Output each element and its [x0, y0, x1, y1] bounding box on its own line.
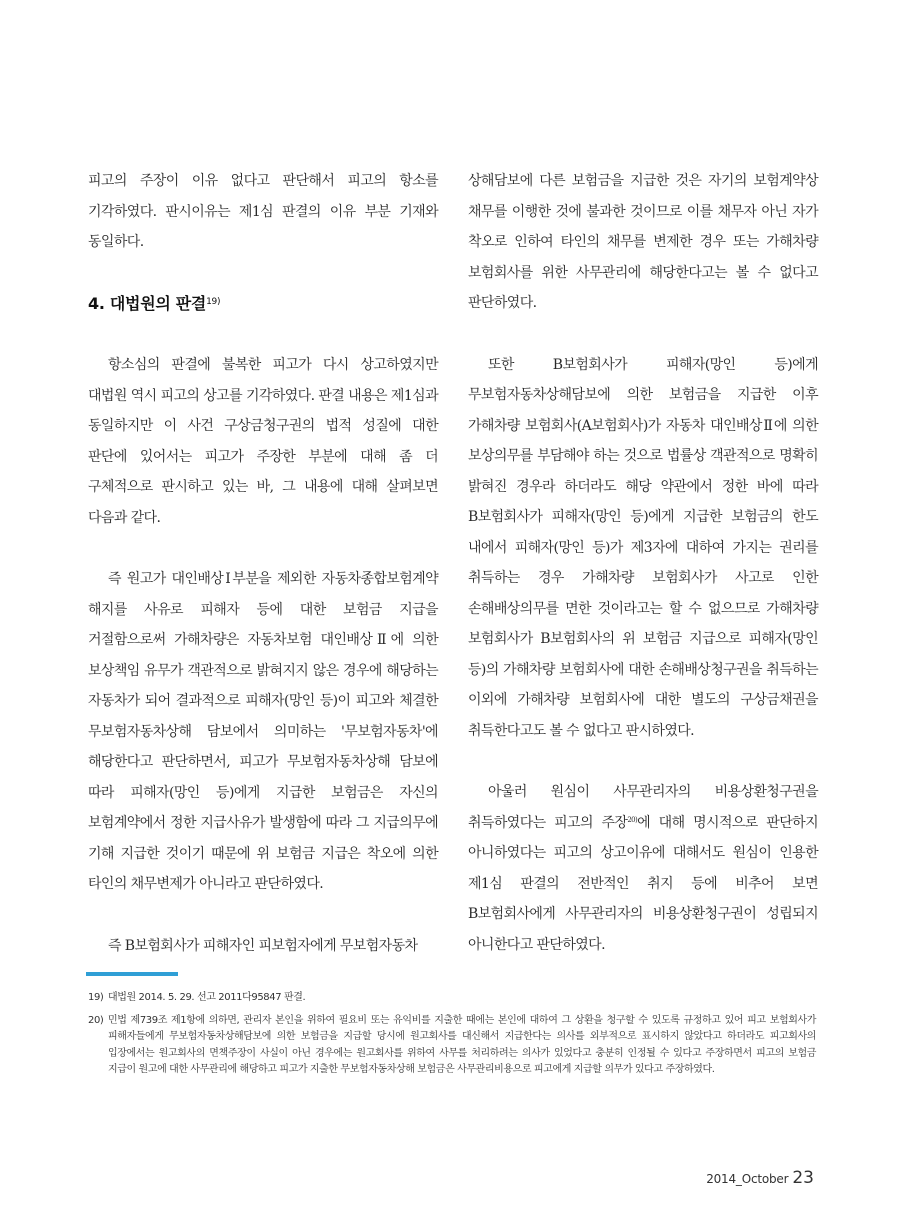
footnote-ref-20[interactable]: 20)	[627, 815, 638, 824]
footnote-20	[88, 1013, 816, 1079]
right-paragraph-3-part-a: 아울러 원심이 사무관리자의 비용상환청구권을 취득하였다는 피고의 주장	[468, 784, 818, 831]
page-number: 23	[792, 1168, 814, 1188]
left-column	[88, 166, 438, 961]
left-paragraph-3: 즉 원고가 대인배상Ⅰ부분을 제외한 자동차종합보험계약 해지를 사유로 피해자 등에 대한 보험금 지급을 거절함으로써 가해차량은 자동차보험 대인배상Ⅱ에 의한 보상책임 유무가 객관적으로 밝혀지지 않은 경우에 해당하는 자동차가 되어 결과적으로 피해자(망인 등)이 피고와 체결한 무보험자동차상해 담보에서 의미하는 '무보험자동차'에 해당한다고 판단하면서, 피고가 무보험자동차상해 담보에 따라 피해자(망인 등)에게 지급한 보험금은 자신의 보험계약에서 정한 지급사유가 발생함에 따라 그 지급의무에 기해 지급한 것이기 때문에 위 보험금 지급은 착오에 의한 타인의 채무변제가 아니라고 판단하였다.	[88, 571, 438, 892]
footnote-number: 20)	[88, 1014, 104, 1026]
footnote-rule	[86, 972, 178, 976]
page-folio	[706, 1168, 814, 1188]
right-paragraph-3	[468, 777, 818, 960]
spacer	[468, 319, 818, 350]
issue-label: 2014_October	[706, 1172, 789, 1186]
spacer	[468, 746, 818, 777]
right-paragraph-3-part-b: 에 대해 명시적으로 판단하지 아니하였다는 피고의 상고이유에 대해서도 원심이 인용한 제1심 판결의 전반적인 취지 등에 비추어 보면 B보험회사에게 사무관리자의 비용상환청구권이 성립되지 아니한다고 판단하였다.	[468, 814, 818, 953]
left-paragraph-2: 항소심의 판결에 불복한 피고가 다시 상고하였지만 대법원 역시 피고의 상고를 기각하였다. 판결 내용은 제1심과 동일하지만 이 사건 구상금청구권의 법적 성질에 대한 판단에 있어서는 피고가 주장한 부분에 대해 좀 더 구체적으로 판시하고 있는 바, 그 내용에 대해 살펴보면 다음과 같다.	[88, 357, 438, 526]
footnote-text: 대법원 2014. 5. 29. 선고 2011다95847 판결.	[108, 992, 306, 1003]
footnote-ref-19[interactable]: 19)	[206, 296, 221, 307]
right-paragraph-1: 상해담보에 다른 보험금을 지급한 것은 자기의 보험계약상 채무를 이행한 것에 불과한 것이므로 이를 채무자 아닌 자가 착오로 인하여 타인의 채무를 변제한 경우 또는 가해차량 보험회사를 위한 사무관리에 해당한다고는 볼 수 없다고 판단하였다.	[468, 173, 818, 311]
right-paragraph-2: 또한 B보험회사가 피해자(망인 등)에게 무보험자동차상해담보에 의한 보험금을 지급한 이후 가해차량 보험회사(A보험회사)가 자동차 대인배상Ⅱ에 의한 보상의무를 부담해야 하는 것으로 법률상 객관적으로 명확히 밝혀진 경우라 하더라도 해당 약관에서 정한 바에 따라 B보험회사가 피해자(망인 등)에게 지급한 보험금의 한도 내에서 피해자(망인 등)가 제3자에 대하여 가지는 권리를 취득하는 경우 가해차량 보험회사가 사고로 인한 손해배상의무를 면한 것이라고는 할 수 없으므로 가해차량 보험회사가 B보험회사의 위 보험금 지급으로 피해자(망인 등)의 가해차량 보험회사에 대한 손해배상청구권을 취득하는 이외에 가해차량 보험회사에 대한 별도의 구상금채권을 취득한다고도 볼 수 없다고 판시하였다.	[468, 356, 818, 739]
spacer	[88, 258, 438, 289]
left-paragraph-4: 즉 B보험회사가 피해자인 피보험자에게 무보험자동차	[108, 937, 418, 954]
footnotes	[88, 990, 816, 1085]
section-heading	[88, 289, 438, 320]
spacer	[88, 533, 438, 564]
section-heading-text: 4. 대법원의 판결	[88, 293, 207, 313]
spacer	[88, 319, 438, 350]
footnote-19	[88, 990, 816, 1007]
left-paragraph-1: 피고의 주장이 이유 없다고 판단해서 피고의 항소를 기각하였다. 판시이유는 제1심 판결의 이유 부분 기재와 동일하다.	[88, 173, 438, 250]
footnote-text: 민법 제739조 제1항에 의하면, 관리자 본인을 위하여 필요비 또는 유익비를 지출한 때에는 본인에 대하여 그 상환을 청구할 수 있도록 규정하고 있어 피고 보험회사가 피해자들에게 무보험자동차상해담보에 의한 보험금을 지급할 당시에 원고회사를 대신해서 지급한다는 의사를 외부적으로 표시하지 않았다고 하더라도 피고회사의 입장에서는 원고회사의 면책주장이 사실이 아닌 경우에는 원고회사를 위하여 사무를 처리하려는 의사가 있었다고 충분히 인정될 수 있다고 주장하면서 피고의 보험금 지급이 원고에 대한 사무관리에 해당하고 피고가 지출한 무보험자동차상해 보험금은 사무관리비용으로 피고에게 지급할 의무가 있다고 주장하였다.	[108, 1014, 816, 1075]
footnote-number: 19)	[88, 992, 104, 1003]
spacer	[88, 900, 438, 931]
right-column	[468, 166, 818, 960]
